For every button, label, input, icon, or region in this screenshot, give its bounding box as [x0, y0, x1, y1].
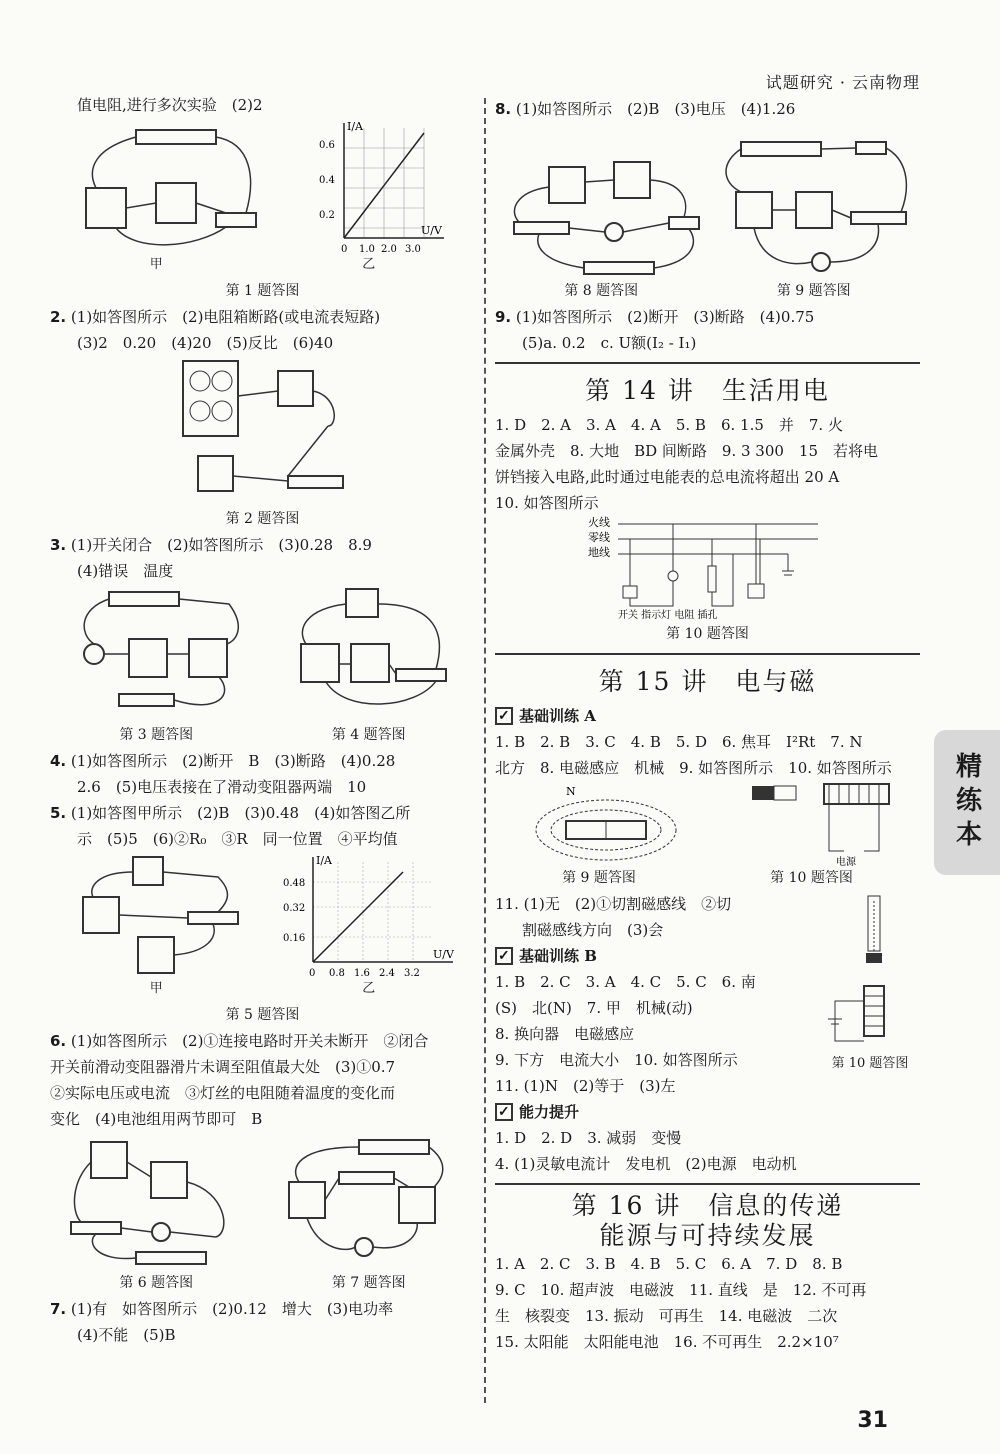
q5-xtick: 0: [308, 968, 315, 979]
lec15-c-line1: 1. D 2. D 3. 减弱 变慢: [495, 1129, 682, 1147]
q9-line2: (5)a. 0.2 c. U额(I₂ - I₁): [522, 334, 697, 352]
lec15-b-figure: [820, 891, 920, 1099]
q2-figure: [50, 356, 475, 506]
q1-graph-ylabel: I/A: [346, 120, 363, 133]
q5-caption: 第 5 题答图: [225, 1007, 300, 1023]
electromagnet-diagram: [744, 781, 894, 869]
q6-line4: 变化 (4)电池组用两节即可 B: [50, 1110, 263, 1128]
q1-circuit-diagram: [76, 118, 266, 258]
lec15-a-tail: [495, 891, 920, 1099]
lec15-c-line2: 4. (1)灵敏电流计 发电机 (2)电源 电动机: [495, 1155, 797, 1173]
lec15-b-line2: (S) 北(N) 7. 甲 机械(动): [495, 999, 693, 1017]
q6-circuit-diagram: [66, 1132, 246, 1272]
subsection-ability: [495, 1099, 920, 1125]
q5-circuit-diagram: [68, 852, 248, 982]
q5-xtick: 3.2: [403, 968, 420, 979]
lec15-b-q10-caption: 第 10 题答图: [831, 1056, 909, 1071]
section-rule: [495, 653, 920, 655]
lecture-16-subtitle: 能源与可持续发展: [599, 1221, 816, 1250]
subsection-label: 能力提升: [519, 1103, 580, 1121]
subsection-basic-a: [495, 703, 920, 729]
q6-line3: ②实际电压或电流 ③灯丝的电阻随着温度的变化而: [50, 1084, 396, 1102]
lecture-16-title: 第 16 讲 信息的传递: [571, 1191, 844, 1220]
right-column: [495, 96, 920, 1355]
q8-caption: 第 8 题答图: [564, 283, 639, 299]
q3-q4-figure: [50, 584, 475, 724]
lec15-b-line3: 8. 换向器 电磁感应: [495, 1025, 635, 1043]
lec16-line1: 1. A 2. C 3. B 4. B 5. C 6. A 7. D 8. B: [495, 1255, 843, 1273]
q6-line2: 开关前滑动变阻器滑片未调至阻值最大处 (3)①0.7: [50, 1058, 396, 1076]
q8-number: 8.: [495, 100, 512, 118]
q5-line1: (1)如答图甲所示 (2)B (3)0.48 (4)如答图乙所: [70, 804, 411, 822]
column-divider: [484, 98, 486, 1403]
q5-xtick: 0.8: [328, 968, 345, 979]
q1-fig-a: 甲: [149, 257, 163, 272]
q4-line1: (1)如答图所示 (2)断开 B (3)断路 (4)0.28: [70, 752, 396, 770]
q6-caption: 第 6 题答图: [119, 1275, 194, 1291]
subsection-label: 基础训练 B: [519, 947, 597, 965]
q8-line1: (1)如答图所示 (2)B (3)电压 (4)1.26: [515, 100, 796, 118]
lec15-a-line2: 北方 8. 电磁感应 机械 9. 如答图所示 10. 如答图所示: [495, 759, 892, 777]
q1-fig-b: 乙: [362, 257, 376, 272]
subsection-label: 基础训练 A: [519, 707, 596, 725]
lec16-line4: 15. 太阳能 太阳能电池 16. 不可再生 2.2×10⁷: [495, 1333, 839, 1351]
q5-graph-xlabel: U/V: [432, 948, 454, 961]
lec16-line2: 9. C 10. 超声波 电磁波 11. 直线 是 12. 不可再: [495, 1281, 867, 1299]
q5-graph-ylabel: I/A: [315, 854, 332, 867]
magnet-field-diagram: [521, 781, 691, 869]
q3-caption: 第 3 题答图: [119, 727, 194, 743]
left-column: [50, 92, 475, 1348]
q9-caption: 第 9 题答图: [776, 283, 851, 299]
q3-line2: (4)错误 温度: [77, 562, 174, 580]
q1-figure-labels: [50, 258, 475, 278]
q6-number: 6.: [50, 1032, 67, 1050]
svg-text:N: N: [566, 785, 576, 798]
q1-text: 值电阻,进行多次实验 (2)2: [77, 96, 263, 114]
q7-number: 7.: [50, 1300, 67, 1318]
q1-iu-graph: [319, 118, 449, 258]
wire-label: 火线: [587, 516, 610, 529]
lec15-a-figure: [495, 781, 920, 869]
q6-q7-captions: [50, 1272, 475, 1296]
q7-line1: (1)有 如答图所示 (2)0.12 增大 (3)电功率: [70, 1300, 394, 1318]
lec15-a-line1: 1. B 2. B 3. C 4. B 5. D 6. 焦耳 I²Rt 7. N: [495, 733, 863, 751]
q2-line2: (3)2 0.20 (4)20 (5)反比 (6)40: [77, 334, 334, 352]
q4-line2: 2.6 (5)电压表接在了滑动变阻器两端 10: [77, 778, 367, 796]
household-circuit-diagram: [588, 516, 828, 621]
q1-ytick: 0.6: [318, 140, 335, 151]
q2-caption: 第 2 题答图: [225, 511, 300, 527]
q5-xtick: 1.6: [353, 968, 370, 979]
q6-q7-figure: [50, 1132, 475, 1272]
q1-xtick: 2.0: [380, 244, 397, 255]
lec16-line3: 生 核裂变 13. 振动 可再生 14. 电磁波 二次: [495, 1307, 838, 1325]
q5-fig-a: 甲: [149, 981, 163, 996]
q1-caption: 第 1 题答图: [225, 283, 300, 299]
q6-line1: (1)如答图所示 (2)①连接电路时开关未断开 ②闭合: [70, 1032, 429, 1050]
q2-number: 2.: [50, 308, 67, 326]
lec14-q10-figure: [495, 516, 920, 621]
section-rule: [495, 1183, 920, 1185]
q9-circuit-diagram: [721, 122, 911, 282]
lec15-b-line1: 1. B 2. C 3. A 4. C 5. C 6. 南: [495, 973, 756, 991]
lecture-14-title: 第 14 讲 生活用电: [585, 376, 830, 405]
page-number: 31: [857, 1408, 888, 1433]
q1-xtick: 1.0: [358, 244, 375, 255]
q1-figure: [50, 118, 475, 258]
q4-circuit-diagram: [286, 584, 456, 724]
lec14-line2: 金属外壳 8. 大地 BD 间断路 9. 3 300 15 若将电: [495, 442, 879, 460]
q5-ytick: 0.48: [282, 878, 305, 889]
q9-line1: (1)如答图所示 (2)断开 (3)断路 (4)0.75: [515, 308, 815, 326]
q8-circuit-diagram: [504, 122, 704, 282]
lec14-line4: 10. 如答图所示: [495, 494, 599, 512]
side-tab: 精练本: [934, 730, 1000, 875]
q2-line1: (1)如答图所示 (2)电阻箱断路(或电流表短路): [70, 308, 381, 326]
q1-ytick: 0.4: [318, 175, 335, 186]
check-icon: [495, 947, 513, 965]
lec15-q9-caption: 第 9 题答图: [562, 870, 636, 886]
q5-fig-b: 乙: [362, 981, 376, 996]
q3-q4-captions: [50, 724, 475, 748]
q7-circuit-diagram: [279, 1132, 459, 1272]
q3-circuit-diagram: [69, 584, 249, 724]
lec15-q10-caption: 第 10 题答图: [770, 870, 853, 886]
q1-ytick: 0.2: [318, 210, 335, 221]
q1-xtick: 3.0: [404, 244, 421, 255]
spring-electromagnet-diagram: [820, 891, 920, 1051]
q5-ytick: 0.16: [282, 933, 305, 944]
lec15-b-line4: 9. 下方 电流大小 10. 如答图所示: [495, 1051, 738, 1069]
q7-caption: 第 7 题答图: [331, 1275, 406, 1291]
q9-number: 9.: [495, 308, 512, 326]
q5-ytick: 0.32: [282, 903, 305, 914]
q5-figure: [50, 852, 475, 982]
lec14-line3: 饼铛接入电路,此时通过电能表的总电流将超出 20 A: [495, 468, 840, 486]
q3-number: 3.: [50, 536, 67, 554]
q2-circuit-diagram: [168, 356, 358, 506]
q5-figure-labels: [50, 982, 475, 1002]
q8-q9-figure: [495, 122, 920, 282]
lec15-a-captions: [495, 869, 920, 891]
q8-q9-captions: [495, 282, 920, 304]
lec14-caption: 第 10 题答图: [666, 626, 749, 642]
q4-caption: 第 4 题答图: [331, 727, 406, 743]
lec15-b-line5: 11. (1)N (2)等于 (3)左: [495, 1077, 676, 1095]
q1-xtick: 0: [340, 244, 348, 255]
section-rule: [495, 362, 920, 364]
check-icon: [495, 1103, 513, 1121]
q4-number: 4.: [50, 752, 67, 770]
q5-line2: 示 (5)5 (6)②R₀ ③R 同一位置 ④平均值: [77, 830, 398, 848]
lecture-15-title: 第 15 讲 电与磁: [598, 667, 817, 696]
wire-label: 零线: [587, 531, 610, 544]
page-header: 试题研究 · 云南物理: [765, 73, 920, 92]
q5-iu-graph: [283, 852, 458, 982]
q7-line2: (4)不能 (5)B: [77, 1326, 176, 1344]
q5-xtick: 2.4: [378, 968, 395, 979]
power-source-label: 电源: [835, 857, 856, 868]
circuit-parts-label: 开关 指示灯 电阻 插孔: [617, 610, 718, 621]
wire-label: 地线: [587, 546, 610, 559]
q3-line1: (1)开关闭合 (2)如答图所示 (3)0.28 8.9: [70, 536, 372, 554]
lec14-line1: 1. D 2. A 3. A 4. A 5. B 6. 1.5 并 7. 火: [495, 416, 843, 434]
lec15-a-line3: 11. (1)无 (2)①切割磁感线 ②切: [495, 895, 732, 913]
q5-number: 5.: [50, 804, 67, 822]
check-icon: [495, 707, 513, 725]
q1-graph-xlabel: U/V: [420, 224, 442, 237]
lec15-a-line4: 割磁感线方向 (3)会: [522, 921, 664, 939]
subsection-basic-b: [495, 943, 820, 969]
